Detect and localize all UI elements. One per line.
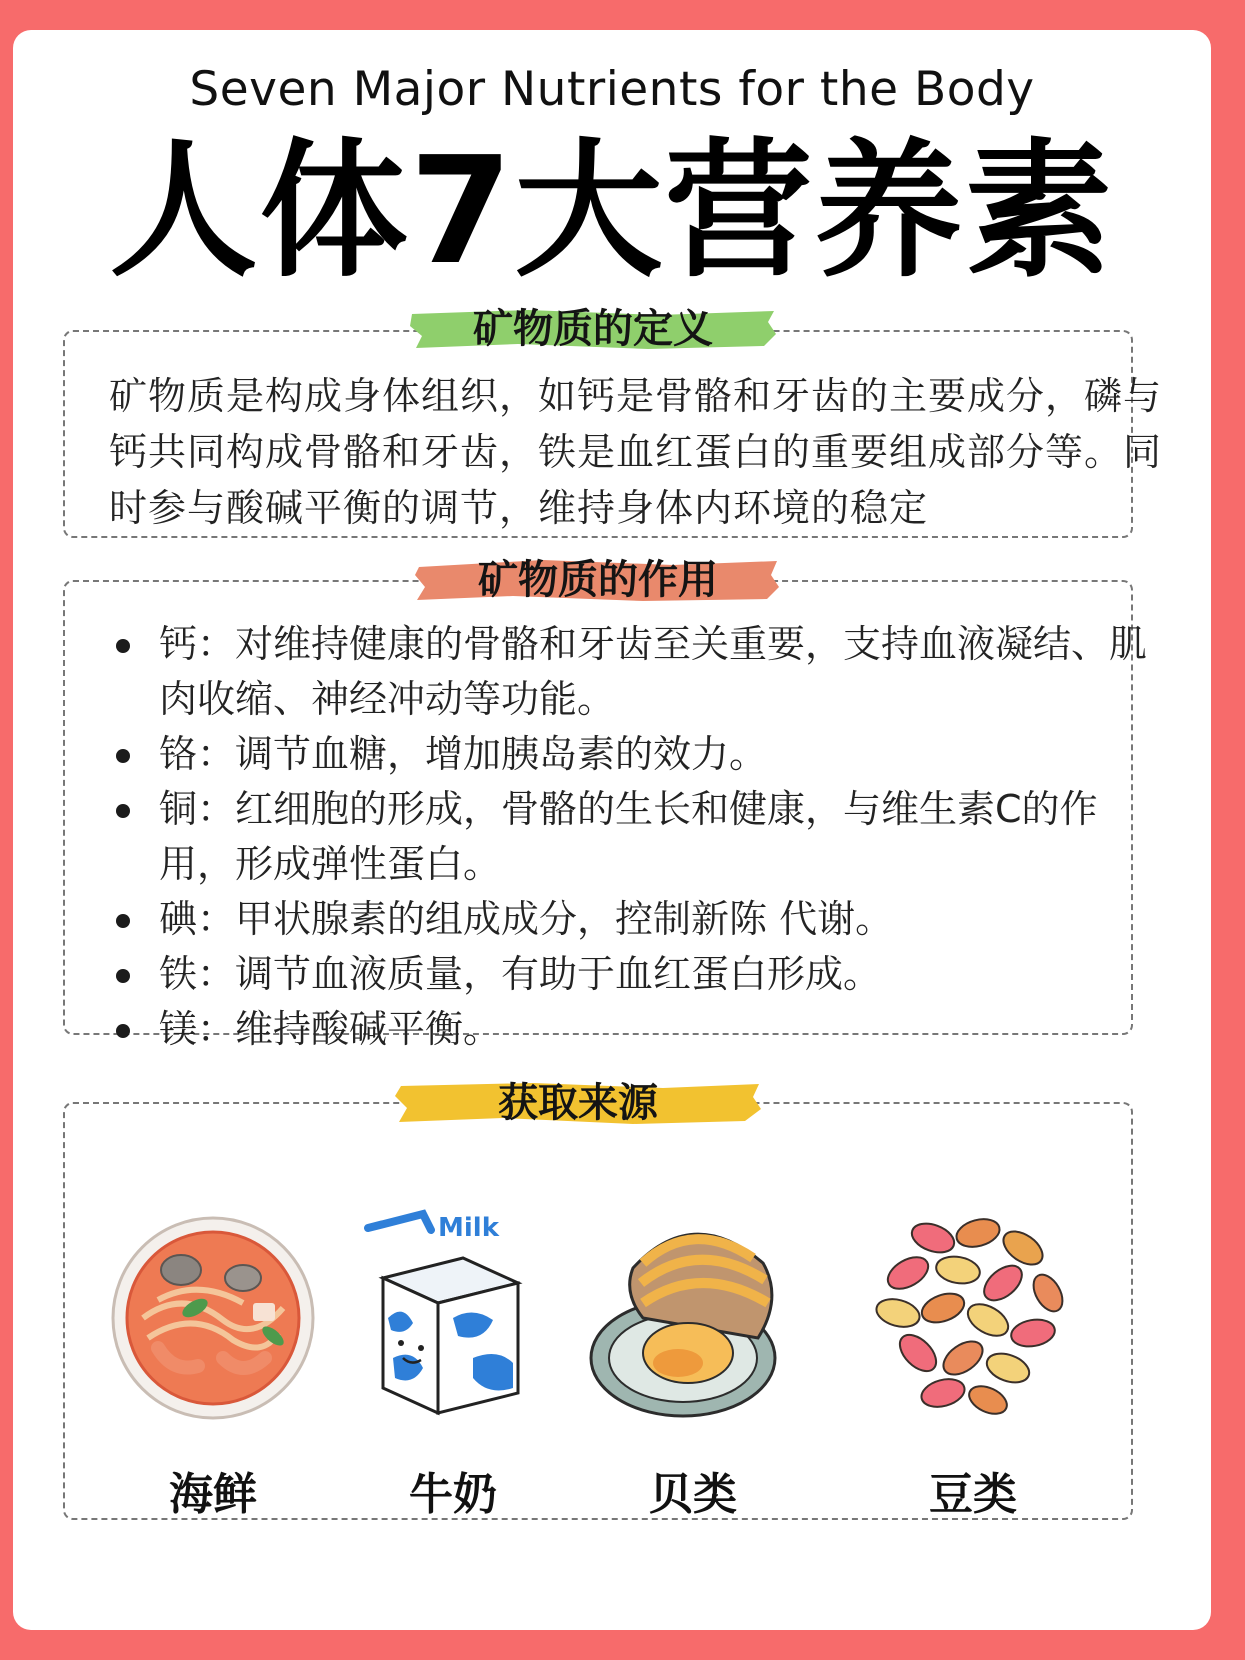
seafood-bowl-icon [103, 1208, 323, 1428]
sources-heading: 获取来源 [498, 1080, 658, 1126]
page-title: 人体7大营养素 [109, 125, 1115, 297]
english-subtitle: Seven Major Nutrients for the Body [189, 62, 1035, 117]
list-item: 镁：维持酸碱平衡。 [111, 1002, 1171, 1057]
list-item: 铬：调节血糖，增加胰岛素的效力。 [111, 727, 1171, 782]
definition-text: 矿物质是构成身体组织，如钙是骨骼和牙齿的主要成分，磷与钙共同构成骨骼和牙齿，铁是血红蛋白的重要组成部分等。同时参与酸碱平衡的调节，维持身体内环境的稳定 [109, 374, 1163, 530]
list-item: 钙：对维持健康的骨骼和牙齿至关重要，支持血液凝结、肌肉收缩、神经冲动等功能。 [111, 617, 1171, 727]
list-item: 铁：调节血液质量，有助于血红蛋白形成。 [111, 947, 1171, 1002]
source-item-shellfish [573, 1208, 813, 1522]
sources-heading-badge [393, 1080, 763, 1126]
source-item-milk [333, 1208, 573, 1522]
source-item-seafood [93, 1208, 333, 1522]
definition-heading: 矿物质的定义 [473, 306, 713, 352]
definition-heading-badge [408, 306, 778, 352]
roles-list [111, 617, 1171, 1057]
milk-carton-icon [343, 1208, 563, 1428]
list-item: 碘：甲状腺素的组成成分，控制新陈 代谢。 [111, 892, 1171, 947]
roles-heading-badge [413, 557, 783, 603]
source-label-milk: 牛奶 [409, 1469, 497, 1520]
clam-shell-icon [583, 1208, 803, 1428]
source-label-seafood: 海鲜 [169, 1469, 257, 1520]
roles-heading: 矿物质的作用 [478, 557, 718, 603]
list-item: 铜：红细胞的形成，骨骼的生长和健康，与维生素C的作用，形成弹性蛋白。 [111, 782, 1171, 892]
milk-brand-text: Milk [438, 1213, 499, 1243]
source-item-beans [853, 1208, 1093, 1522]
source-label-beans: 豆类 [929, 1469, 1017, 1520]
poster-card [13, 30, 1211, 1630]
beans-icon [863, 1208, 1083, 1428]
source-label-shellfish: 贝类 [649, 1469, 737, 1520]
